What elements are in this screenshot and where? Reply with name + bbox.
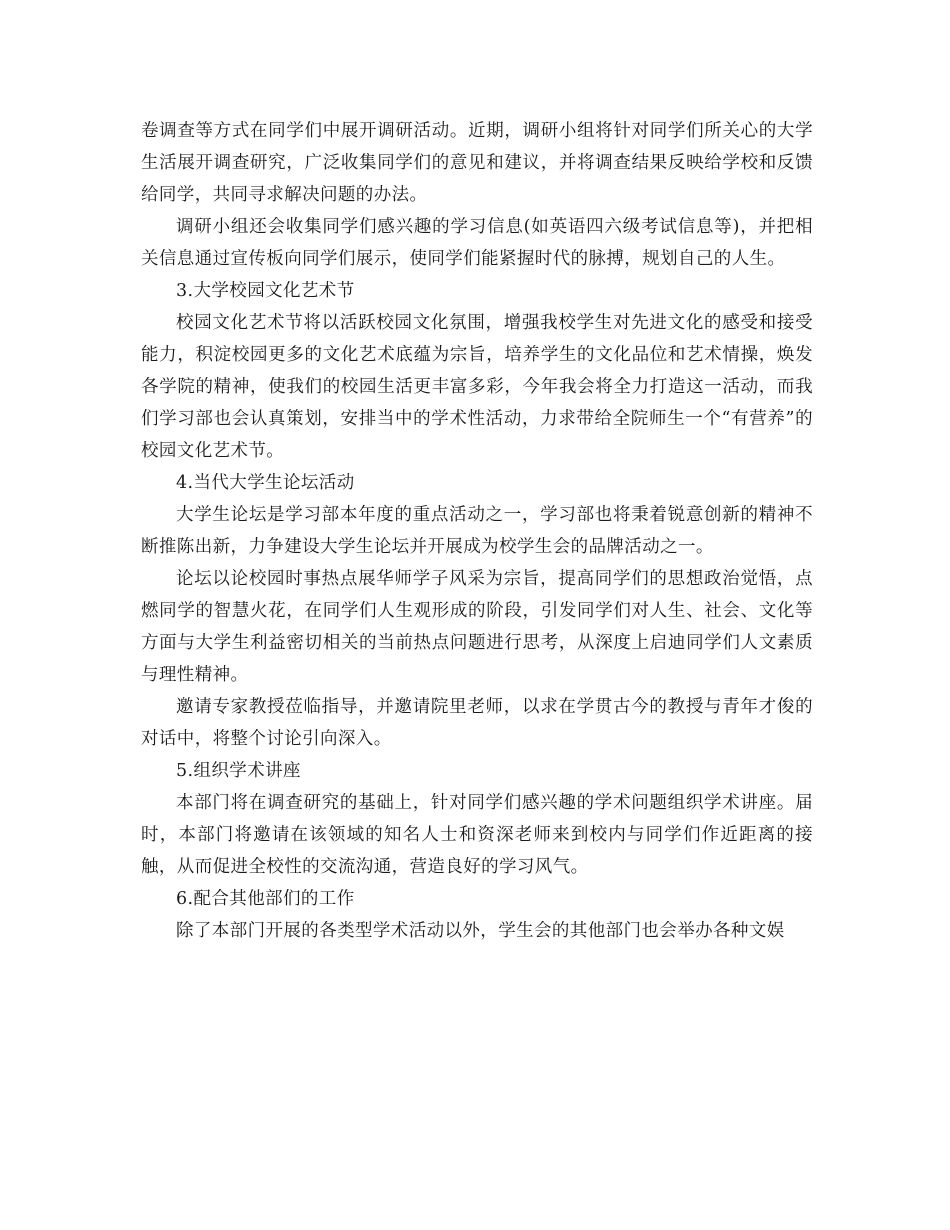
paragraph-arts-festival: 校园文化艺术节将以活跃校园文化氛围，增强我校学生对先进文化的感受和接受能力，积淀校园更多的文化艺术底蕴为宗旨，培养学生的文化品位和艺术情操，焕发各学院的精神，使我们的校园生活更丰富多彩，今年我会将全力打造这一活动，而我们学习部也会认真策划，安排当中的学术性活动，力求带给全院师生一个“有营养”的校园文化艺术节。 [141, 313, 813, 461]
paragraph-forum-purpose: 论坛以论校园时事热点展华师学子风采为宗旨，提高同学们的思想政治觉悟，点燃同学的智慧火花，在同学们人生观形成的阶段，引发同学们对人生、社会、文化等方面与大学生利益密切相关的当前热点问题进行思考，从深度上启迪同学们人文素质与理性精神。 [141, 569, 813, 685]
document-body [141, 115, 813, 947]
section-heading-forum: 4.当代大学生论坛活动 [176, 473, 355, 493]
section-heading-arts-festival: 3.大学校园文化艺术节 [176, 281, 355, 301]
paragraph-lectures: 本部门将在调查研究的基础上，针对同学们感兴趣的学术问题组织学术讲座。届时，本部门将邀请在该领域的知名人士和资深老师来到校内与同学们作近距离的接触，从而促进全校性的交流沟通，营造良好的学习风气。 [141, 793, 813, 877]
paragraph-forum-intro: 大学生论坛是学习部本年度的重点活动之一，学习部也将秉着锐意创新的精神不断推陈出新，力争建设大学生论坛并开展成为校学生会的品牌活动之一。 [141, 505, 813, 557]
paragraph-continuation: 卷调查等方式在同学们中展开调研活动。近期，调研小组将针对同学们所关心的大学生活展开调查研究，广泛收集同学们的意见和建议，并将调查结果反映给学校和反馈给同学，共同寻求解决问题的办法。 [141, 121, 813, 205]
section-heading-cooperation: 6.配合其他部们的工作 [176, 889, 355, 909]
section-heading-lectures: 5.组织学术讲座 [176, 761, 301, 781]
paragraph-research-info: 调研小组还会收集同学们感兴趣的学习信息(如英语四六级考试信息等)，并把相关信息通过宣传板向同学们展示，使同学们能紧握时代的脉搏，规划自己的人生。 [141, 217, 813, 269]
paragraph-cooperation: 除了本部门开展的各类型学术活动以外，学生会的其他部门也会举办各种文娱 [176, 921, 785, 941]
paragraph-forum-experts: 邀请专家教授莅临指导，并邀请院里老师，以求在学贯古今的教授与青年才俊的对话中，将整个讨论引向深入。 [141, 697, 813, 749]
